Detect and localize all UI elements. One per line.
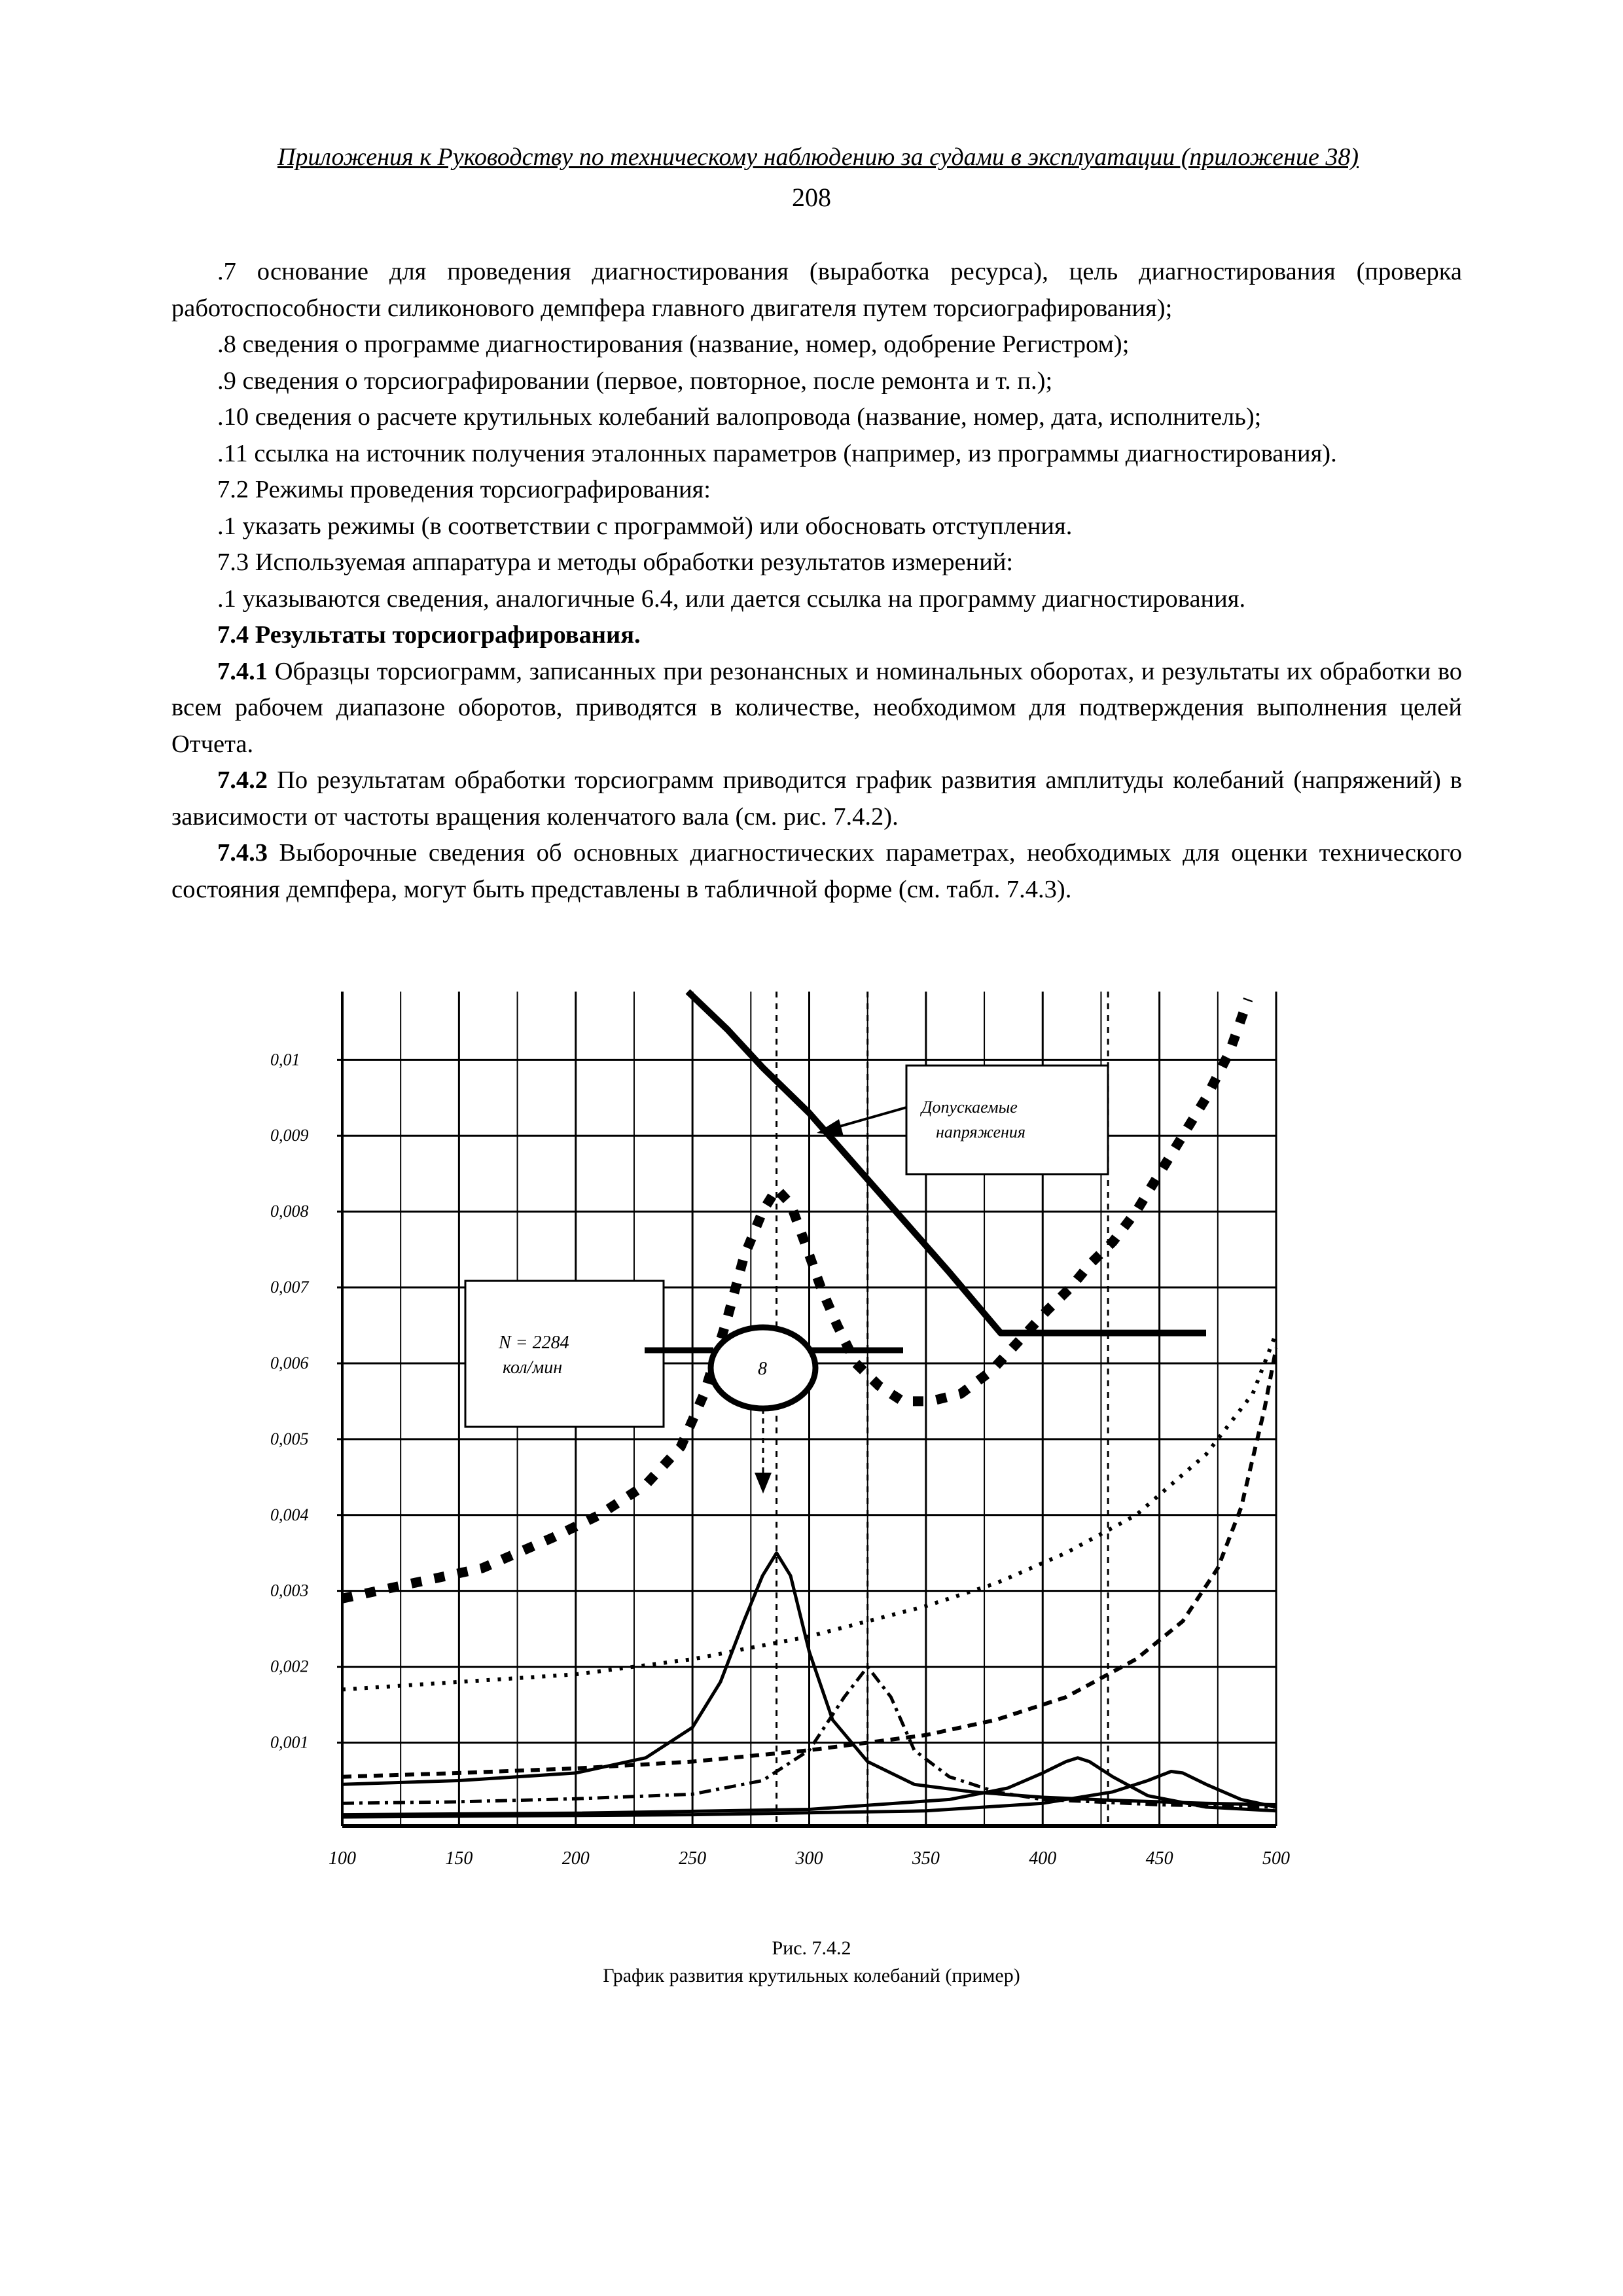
x-tick-label: 100	[329, 1848, 356, 1869]
paragraph-number: .1	[217, 584, 236, 613]
paragraph-number: 7.2	[217, 476, 249, 503]
paragraph-number: .1	[217, 512, 236, 540]
y-tick-label: 0,004	[270, 1505, 309, 1524]
x-tick-label: 450	[1145, 1848, 1173, 1869]
order-arrow-head	[755, 1473, 772, 1494]
paragraph-text: Используемая аппаратура и методы обработки результатов измерений:	[255, 548, 1014, 576]
y-tick-label: 0,007	[270, 1278, 309, 1297]
paragraph-text: Результаты торсиографирования.	[255, 621, 641, 649]
speed-label-box	[465, 1281, 664, 1427]
allowable-label-box	[906, 1066, 1108, 1174]
paragraph-text: Выборочные сведения об основных диагностических параметрах, необходимых для оценки технического состояния демпфера, могут быть представлены в табличной форме (см. табл. 7.4.3).	[171, 839, 1463, 903]
order-marker-label: 8	[758, 1359, 767, 1379]
paragraph-text: По результатам обработки торсиограмм приводится график развития амплитуды колебаний (напряжений) в зависимости от частоты вращения коленчатого вала (см. рис. 7.4.2).	[171, 766, 1463, 831]
chart-grid	[270, 992, 1290, 1869]
y-tick-label: 0,006	[270, 1353, 309, 1372]
y-tick-label: 0,001	[270, 1732, 309, 1752]
allowable-label-line2: напряжения	[936, 1122, 1026, 1141]
figure-caption: График развития крутильных колебаний (пример)	[603, 1965, 1020, 1986]
chart-annotations	[465, 1066, 1108, 1494]
x-tick-label: 150	[445, 1848, 473, 1869]
paragraph-text: сведения о программе диагностирования (название, номер, одобрение Регистром);	[242, 331, 1130, 358]
paragraph-text: Режимы проведения торсиографирования:	[255, 476, 711, 503]
y-tick-label: 0,005	[270, 1429, 309, 1448]
x-tick-label: 200	[562, 1848, 590, 1869]
figure-number: Рис. 7.4.2	[772, 1937, 851, 1959]
paragraph-number: 7.3	[217, 548, 249, 576]
x-tick-label: 350	[912, 1848, 940, 1869]
y-tick-label: 0,009	[270, 1126, 309, 1145]
page-number: 208	[792, 183, 831, 212]
paragraph-number: 7.4	[217, 621, 249, 649]
paragraph-number: .8	[217, 331, 236, 358]
paragraph-number: 7.4.1	[217, 657, 268, 685]
paragraph-text: ссылка на источник получения эталонных параметров (например, из программы диагностирования).	[254, 439, 1337, 467]
paragraph-text: Образцы торсиограмм, записанных при резонансных и номинальных оборотах, и результаты их обработки во всем рабочем диапазоне оборотов, приводятся в количестве, необходимом для подтверждения выполнения целей Отчета.	[171, 657, 1463, 758]
paragraph-text: сведения о торсиографировании (первое, повторное, после ремонта и т. п.);	[242, 367, 1053, 395]
y-tick-label: 0,01	[270, 1050, 300, 1069]
paragraph-number: .10	[217, 403, 249, 431]
paragraph-number: .9	[217, 367, 236, 395]
paragraph-number: .11	[217, 439, 248, 467]
speed-label-line1: N = 2284	[499, 1333, 569, 1353]
speed-label-line2: кол/мин	[503, 1357, 563, 1378]
paragraph-number: .7	[217, 258, 236, 285]
paragraph-text: сведения о расчете крутильных колебаний валопровода (название, номер, дата, исполнитель);	[255, 403, 1262, 431]
running-header: Приложения к Руководству по техническому наблюдению за судами в эксплуатации (приложение 38)	[277, 143, 1359, 171]
paragraph-number: 7.4.2	[217, 766, 268, 794]
x-tick-label: 500	[1262, 1848, 1290, 1869]
allowable-label-line1: Допускаемые	[921, 1098, 1018, 1117]
y-tick-label: 0,008	[270, 1202, 309, 1221]
paragraph-text: указываются сведения, аналогичные 6.4, или дается ссылка на программу диагностирования.	[242, 584, 1246, 613]
x-tick-label: 300	[795, 1848, 823, 1869]
x-tick-label: 250	[679, 1848, 707, 1869]
paragraph-text: указать режимы (в соответствии с программой) или обосновать отступления.	[242, 512, 1073, 540]
x-tick-label: 400	[1029, 1848, 1057, 1869]
y-tick-label: 0,002	[270, 1657, 309, 1676]
paragraph-text: основание для проведения диагностирования (выработка ресурса), цель диагностирования (проверка работоспособности силиконового демпфера главного двигателя путем торсиографирования);	[171, 258, 1462, 322]
y-tick-label: 0,003	[270, 1581, 309, 1600]
paragraph-number: 7.4.3	[217, 839, 268, 867]
